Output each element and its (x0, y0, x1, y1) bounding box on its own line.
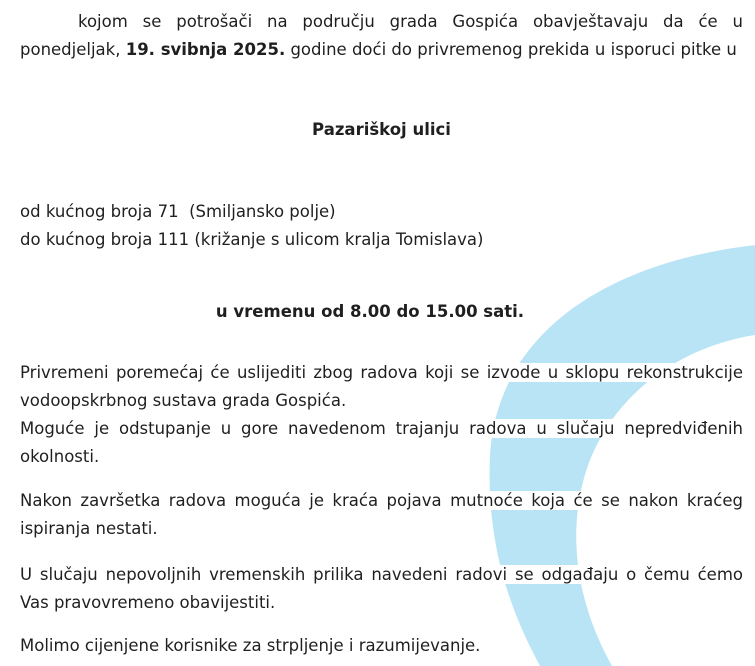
intro-text-start: kojom se potrošači na području grada Gospića obavještavaju da će u ponedjeljak, (20, 12, 743, 59)
deviation-text-line: Moguće je odstupanje u gore navedenom trajanju radova u slučaju nepredviđenih okolnosti. (20, 419, 743, 466)
time-window: u vremenu od 8.00 do 15.00 sati. (215, 302, 525, 321)
address-to: do kućnog broja 111 (križanje s ulicom kralja Tomislava) (20, 230, 484, 249)
deviation-text (20, 415, 743, 471)
interruption-date: 19. svibnja 2025. (125, 40, 286, 59)
reason-paragraph (20, 359, 743, 471)
weather-text: U slučaju nepovoljnih vremenskih prilika navedeni radovi se odgađaju o čemu ćemo Vas pravovremeno obavijestiti. (20, 565, 743, 612)
intro-paragraph (20, 8, 743, 64)
address-from: od kućnog broja 71 (Smiljansko polje) (20, 202, 336, 221)
address-range (20, 198, 743, 254)
weather-paragraph (20, 561, 743, 617)
reason-text (20, 359, 743, 415)
reason-text-line: Privremeni poremećaj će uslijediti zbog radova koji se izvode u sklopu rekonstrukcije vodoopskrbnog sustava grada Gospića. (20, 363, 743, 410)
street-name: Pazariškoj ulici (312, 120, 451, 139)
intro-text-end: godine doći do privremenog prekida u isporuci pitke u (285, 40, 737, 59)
turbidity-text: Nakon završetka radova moguća je kraća pojava mutnoće koja će se nakon kraćeg ispiranja nestati. (20, 491, 743, 538)
turbidity-paragraph (20, 487, 743, 543)
closing-line: Molimo cijenjene korisnike za strpljenje i razumijevanje. (20, 636, 481, 655)
